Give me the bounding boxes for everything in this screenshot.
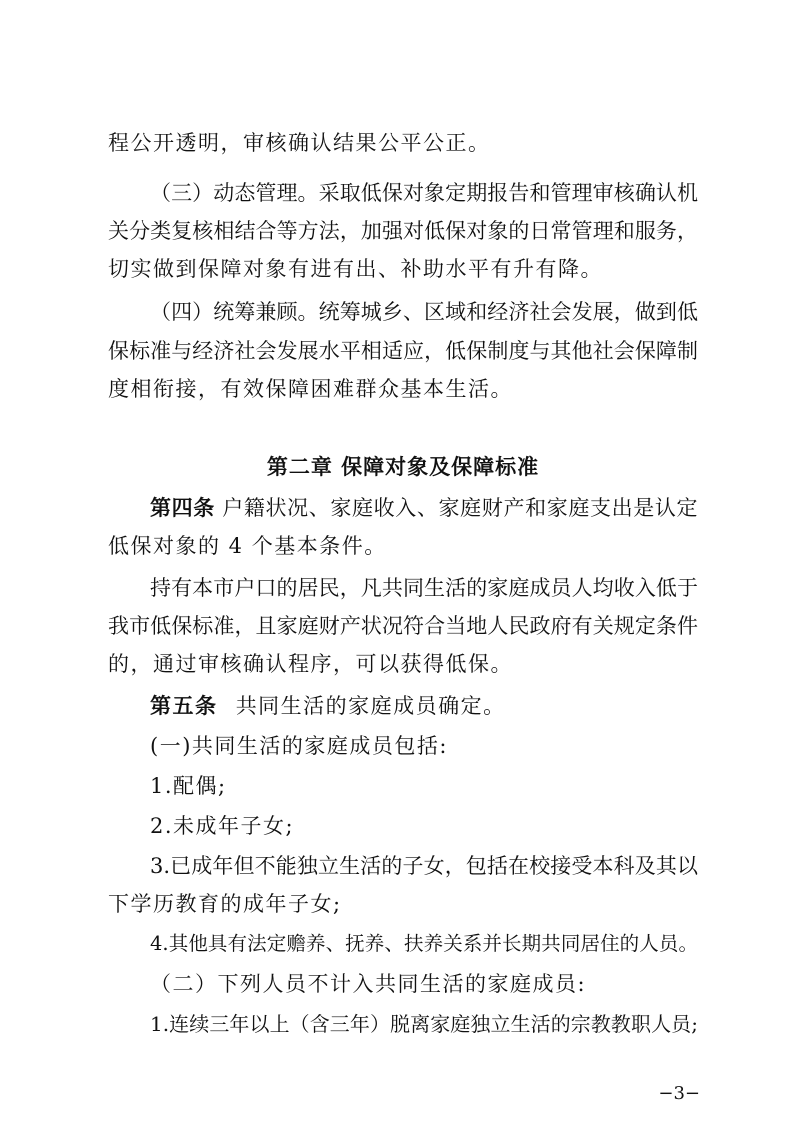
paragraph-line: 切实做到保障对象有进有出、补助水平有升有降。 bbox=[108, 257, 603, 281]
list-item: 2.未成年子女; bbox=[150, 814, 295, 838]
list-item: 下学历教育的成年子女; bbox=[108, 892, 342, 916]
paragraph-line: 我市低保标准，且家庭财产状况符合当地人民政府有关规定条件 bbox=[108, 614, 698, 638]
list-item: 3.已成年但不能独立生活的子女，包括在校接受本科及其以 bbox=[150, 854, 698, 878]
paragraph-line: 度相衔接，有效保障困难群众基本生活。 bbox=[108, 377, 513, 401]
paragraph-line: 持有本市户口的居民，凡共同生活的家庭成员人均收入低于 bbox=[150, 576, 698, 600]
paragraph-line: 低保对象的 4 个基本条件。 bbox=[108, 534, 387, 558]
paragraph-line: 关分类复核相结合等方法，加强对低保对象的日常管理和服务， bbox=[108, 219, 698, 243]
list-item: (一)共同生活的家庭成员包括: bbox=[150, 734, 448, 758]
list-item: （二）下列人员不计入共同生活的家庭成员: bbox=[150, 972, 587, 996]
article-4-label: 第四条 bbox=[150, 496, 215, 520]
chapter-heading: 第二章 保障对象及保障标准 bbox=[266, 455, 540, 479]
paragraph-line: （四）统筹兼顾。统筹城乡、区域和经济社会发展，做到低 bbox=[150, 300, 698, 324]
article-5-text: 共同生活的家庭成员确定。 bbox=[235, 694, 506, 718]
paragraph-line: 的，通过审核确认程序，可以获得低保。 bbox=[108, 652, 513, 676]
list-item: 1.连续三年以上（含三年）脱离家庭独立生活的宗教教职人员; bbox=[150, 1012, 698, 1036]
article-4-line bbox=[150, 490, 698, 526]
page-number: −3− bbox=[658, 1083, 700, 1104]
list-item: 1.配偶; bbox=[150, 774, 227, 798]
paragraph-line: 保标准与经济社会发展水平相适应，低保制度与其他社会保障制 bbox=[108, 339, 698, 363]
article-5-line bbox=[150, 688, 698, 724]
article-5-label: 第五条 bbox=[150, 694, 218, 718]
list-item: 4.其他具有法定赡养、抚养、扶养关系并长期共同居住的人员。 bbox=[150, 932, 698, 955]
article-4-text: 户籍状况、家庭收入、家庭财产和家庭支出是认定 bbox=[222, 496, 698, 520]
paragraph-line: 程公开透明，审核确认结果公平公正。 bbox=[108, 131, 491, 155]
paragraph-line: （三）动态管理。采取低保对象定期报告和管理审核确认机 bbox=[150, 181, 698, 205]
